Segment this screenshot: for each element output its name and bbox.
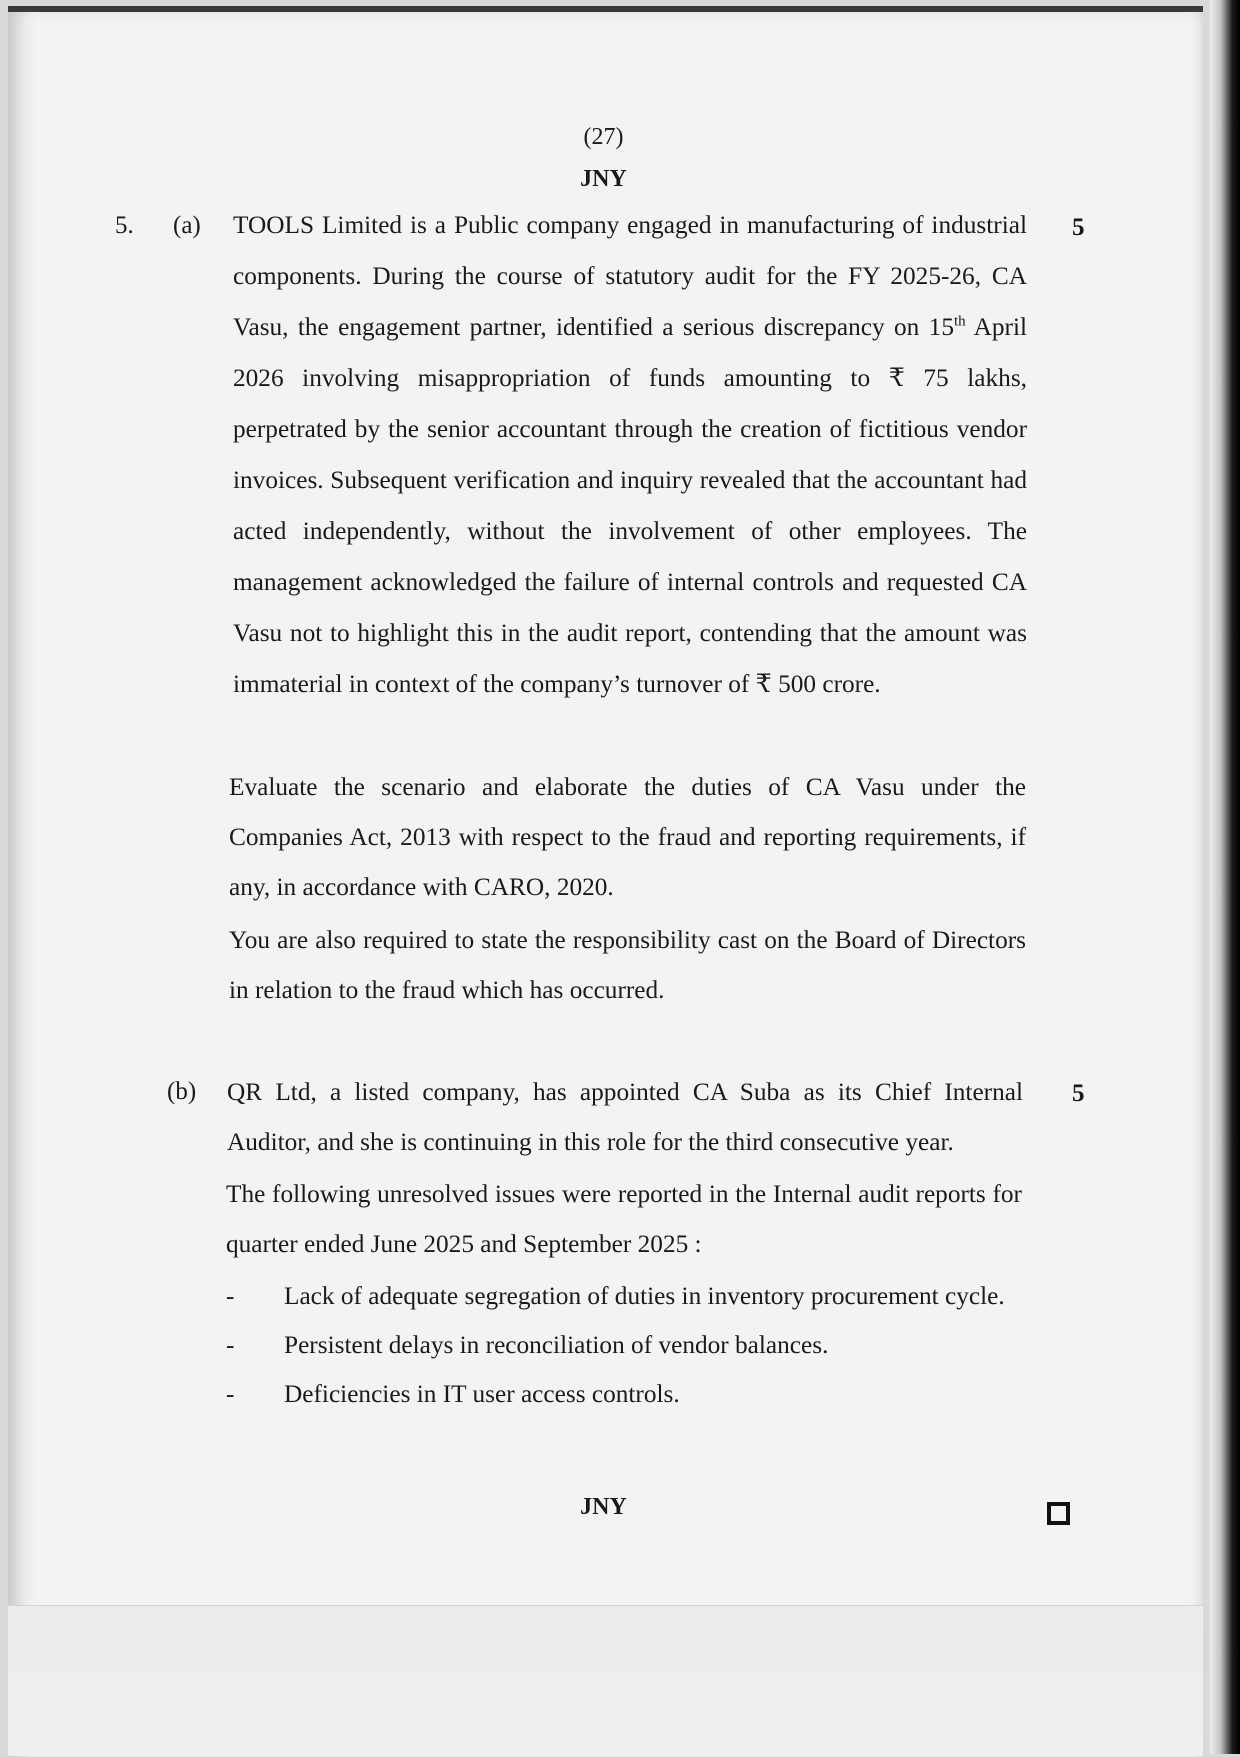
paper-code-header: JNY — [580, 166, 627, 192]
part-a-scenario-start: TOOLS Limited is a Public company engaged in manufacturing of industrial components. During the course of statutory audit for the FY 2025-26, CA Vasu, the engagement partner, identified a serious discrepancy on 15 — [233, 211, 1027, 341]
scan-edge-shadow — [1210, 0, 1240, 1754]
unresolved-issues-list — [226, 1272, 1022, 1419]
part-a-task-evaluate: Evaluate the scenario and elaborate the duties of CA Vasu under the Companies Act, 2013 with respect to the fraud and reporting requirements, if any, in accordance with CARO, 2020. — [229, 773, 1026, 901]
part-b-intro: QR Ltd, a listed company, has appointed CA Suba as its Chief Internal Auditor, and she is continuing in this role for the third consecutive year. — [227, 1078, 1023, 1156]
part-a-task-board: You are also required to state the responsibility cast on the Board of Directors in relation to the fraud which has occurred. — [229, 926, 1026, 1004]
page-bottom-margin — [8, 1605, 1203, 1756]
page-number: (27) — [583, 124, 624, 150]
question-number: 5. — [115, 212, 134, 239]
list-item: - Lack of adequate segregation of duties in inventory procurement cycle. — [226, 1272, 1022, 1321]
list-item: - Persistent delays in reconciliation of vendor balances. — [226, 1321, 1022, 1370]
ordinal-suffix: th — [953, 313, 966, 330]
square-mark-icon — [1047, 1502, 1070, 1525]
part-a-scenario-rest: April 2026 involving misappropriation of funds amounting to ₹ 75 lakhs, perpetrated by the senior accountant through the creation of fictitious vendor invoices. Subsequent verification and inquiry revealed that the accountant had acted independently, without the involvement of other employees. The management acknowledged the failure of internal controls and requested CA Vasu not to highlight this in the audit report, contending that the amount was immaterial in context of the company’s turnover of ₹ 500 crore. — [233, 313, 1027, 698]
part-b-label: (b) — [167, 1078, 197, 1105]
part-a-scenario — [233, 200, 1027, 710]
part-a-label: (a) — [173, 212, 201, 239]
list-item: - Deficiencies in IT user access controls. — [226, 1370, 1022, 1419]
paper-code-footer: JNY — [580, 1494, 627, 1520]
part-a-marks: 5 — [1072, 214, 1085, 241]
part-b-marks: 5 — [1072, 1080, 1085, 1107]
part-b-issues-intro: The following unresolved issues were reported in the Internal audit reports for quarter ended June 2025 and September 2025 : — [226, 1180, 1022, 1258]
